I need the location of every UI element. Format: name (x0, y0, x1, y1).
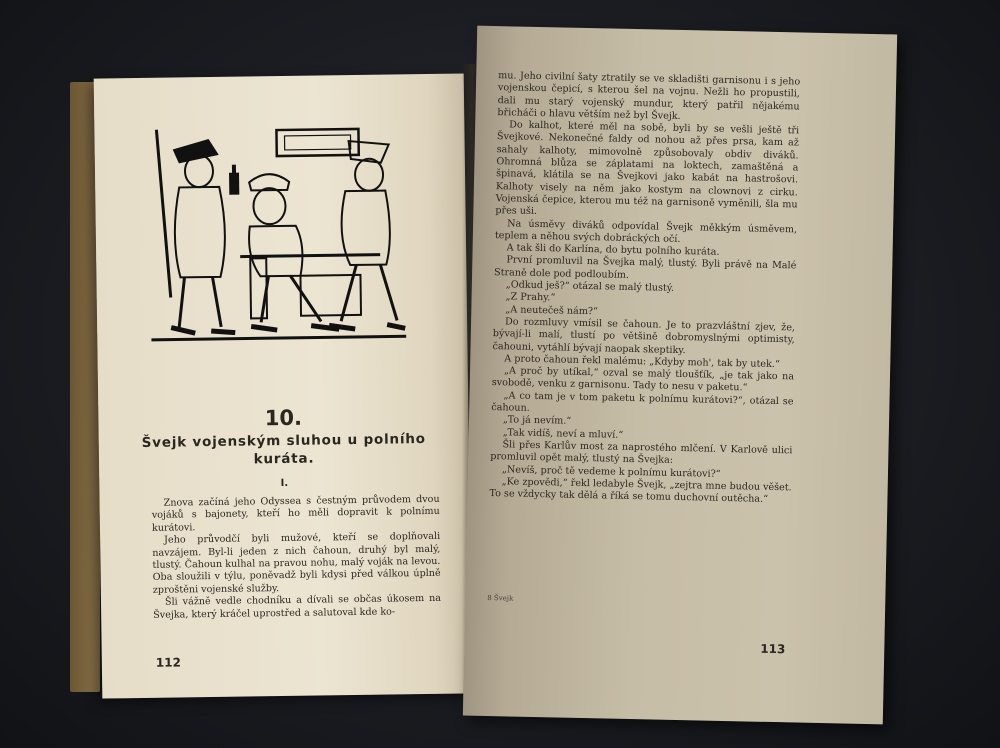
right-page-body (489, 70, 800, 507)
paragraph: Jeho průvodčí byli mužové, kteří se doplňovali navzájem. Byl-li jeden z nich čahoun, druhý byl malý, tlustý. Čahoun kulhal na pravou nohu, malý voják na levou. Oba sloužili v týlu, poněvadž byli kdysi před válkou úplně zproštěni vojenské služby. (152, 531, 441, 596)
left-page (94, 73, 473, 698)
paragraph: Do rozmluvy vmísil se čahoun. Je to prazvláštní zjev, že, bývají-li malí, tlustí po většině dobromyslnými optimisty, čahouni, vytáhlí bývají naopak skeptiky. (492, 316, 796, 356)
paragraph: „Tak vidíš, neví a mluví.“ (502, 426, 624, 441)
signature-mark: 8 Švejk (487, 594, 514, 603)
section-number: I. (280, 477, 289, 490)
chapter-number: 10. (264, 405, 303, 431)
paragraph: A proto čahoun řekl malému: „Kdyby moh', tak by utek.“ (504, 353, 780, 370)
paragraph: Šli přes Karlův most za naprostého mlčení. V Karlově ulici promluvil opět malý, tlustý na Švejka: (490, 439, 793, 467)
page-number-left: 112 (155, 655, 182, 670)
paragraph: „Nevíš, proč tě vedeme k polnímu kurátovi?“ (501, 463, 721, 480)
paragraph: „A co tam je v tom paketu k polnímu kurátovi?“, otázal se čahoun. (491, 390, 794, 414)
open-book (62, 24, 892, 724)
paragraph: „Z Prahy.“ (505, 291, 556, 304)
paragraph: Šli vážně vedle chodníku a dívali se občas úkosem na Švejka, který kráčel uprostřed a salutoval kde ko- (153, 593, 442, 621)
paragraph: První promluvil na Švejka malý, tlustý. Byli právě na Malé Straně dole pod podloubím. (493, 254, 797, 281)
paragraph: Znova začíná jeho Odyssea s čestným průvodem dvou vojáků s bajonety, kteří ho měli dopravit k polnímu kurátovi. (151, 493, 440, 534)
paragraph: „To já nevím.“ (502, 414, 572, 428)
left-page-body (152, 494, 442, 622)
paragraph: Na úsměvy diváků odpovídal Švejk měkkým úsměvem, teplem a něhou svých dobráckých očí. (494, 217, 798, 245)
paragraph: A tak šli do Karlína, do bytu polního kuráta. (506, 242, 720, 258)
page-number-right: 113 (760, 641, 786, 657)
paragraph: „Odkud ješ?“ otázal se malý tlustý. (505, 279, 675, 294)
right-page (463, 26, 897, 725)
paragraph: Do kalhot, které měl na sobě, byli by se vešli ještě tři Švejkové. Nekonečné faldy od nohou až přes prsa, kam až sahaly kalhoty, mimovolně způsobovaly obdiv diváků. Ohromná blůza se záplatami na loktech, zamaštěná a špinavá, klátila se na Švejkovi jako kabát na hastrošovi. Kalhoty visely na něm jako kostym na clownovi z cirku. Vojenská čepice, kterou mu též na garnisoně vyměnili, šla mu přes uši. (495, 119, 800, 218)
paragraph: mu. Jeho civilní šaty ztratily se ve skladišti garnisonu i s jeho vojenskou čepicí, s kterou šel na vojnu. Nežli ho propustili, dali mu starý vojenský mundur, který patřil nějakému břicháči o hlavu větším než byl Švejk. (497, 70, 801, 122)
paragraph: „A neutečeš nám?“ (505, 303, 599, 317)
cartoon-illustration (148, 124, 406, 350)
paragraph: „Ke zpovědi,“ řekl ledabyle Švejk, „zejtra mne budou věšet. To se vždycky tak dělá a říká se tomu duchovní outěcha.“ (489, 476, 792, 505)
paragraph: „A proč by utíkal,“ ozval se malý tloušťík, „je tak jako na svobodě, venku z garnisonu. Tady to nesu v paketu.“ (491, 365, 795, 394)
chapter-title: Švejk vojenským sluhou u polního kuráta. (141, 431, 426, 468)
